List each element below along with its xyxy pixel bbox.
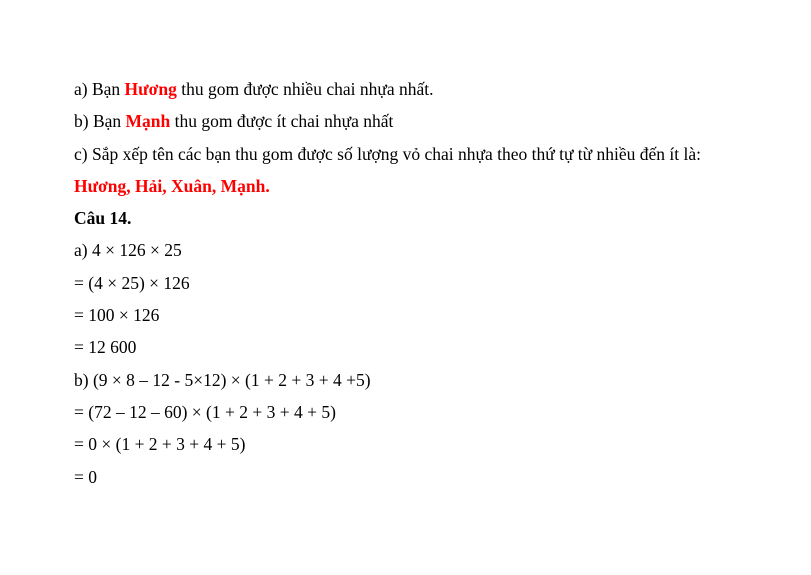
answer-a-suffix: thu gom được nhiều chai nhựa nhất. <box>176 79 434 99</box>
answer-a-prefix: a) Bạn <box>74 79 125 99</box>
part-a-line-3: = 100 × 126 <box>74 305 160 326</box>
part-b-line-2: = (72 – 12 – 60) × (1 + 2 + 3 + 4 + 5) <box>74 401 336 422</box>
answer-b-line <box>74 105 794 137</box>
part-b-line-3: = 0 × (1 + 2 + 3 + 4 + 5) <box>74 434 246 455</box>
question-14-title: Câu 14. <box>74 208 132 229</box>
part-b-line-4: = 0 <box>74 466 97 487</box>
part-b-line-1: b) (9 × 8 – 12 - 5×12) × (1 + 2 + 3 + 4 +5) <box>74 369 371 390</box>
part-a-line-1: a) 4 × 126 × 25 <box>74 240 182 261</box>
document-page <box>74 73 794 493</box>
part-a-line-2: = (4 × 25) × 126 <box>74 272 190 293</box>
part-a-line-4: = 12 600 <box>74 337 137 358</box>
answer-c-order: Hương, Hải, Xuân, Mạnh. <box>74 175 270 196</box>
answer-b-prefix: b) Bạn <box>74 111 126 132</box>
answer-c-line: c) Sắp xếp tên các bạn thu gom được số lượng vỏ chai nhựa theo thứ tự từ nhiều đến ít là: <box>74 143 702 164</box>
answer-b-name: Mạnh <box>125 111 171 132</box>
answer-b-suffix: thu gom được ít chai nhựa nhất <box>170 111 394 132</box>
answer-a-line <box>74 73 794 105</box>
answer-a-name: Hương <box>124 79 177 99</box>
